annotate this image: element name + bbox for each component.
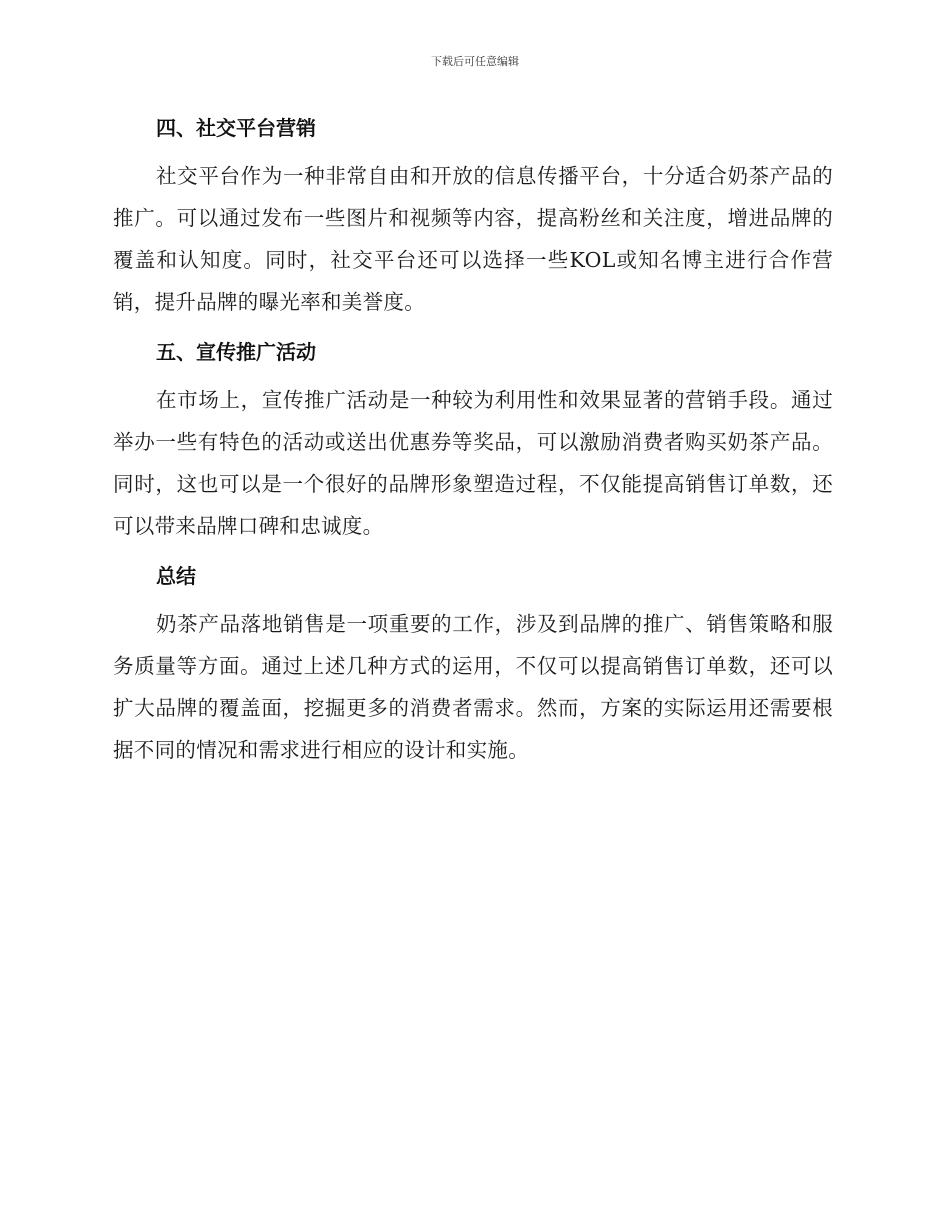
document-body	[113, 108, 833, 780]
section-summary	[113, 556, 833, 771]
section-social-marketing	[113, 108, 833, 323]
page-header-note: 下载后可任意编辑	[431, 55, 519, 68]
section-heading: 五、宣传推广活动	[156, 340, 316, 364]
section-promotion-activities	[113, 332, 833, 547]
section-paragraph: 奶茶产品落地销售是一项重要的工作，涉及到品牌的推广、销售策略和服务质量等方面。通过上述几种方式的运用，不仅可以提高销售订单数，还可以扩大品牌的覆盖面，挖掘更多的消费者需求。然而，方案的实际运用还需要根据不同的情况和需求进行相应的设计和实施。	[113, 612, 833, 762]
section-paragraph: 社交平台作为一种非常自由和开放的信息传播平台，十分适合奶茶产品的推广。可以通过发布一些图片和视频等内容，提高粉丝和关注度，增进品牌的覆盖和认知度。同时，社交平台还可以选择一些KOL或知名博主进行合作营销，提升品牌的曝光率和美誉度。	[113, 164, 833, 314]
section-heading: 四、社交平台营销	[156, 116, 316, 140]
section-paragraph: 在市场上，宣传推广活动是一种较为利用性和效果显著的营销手段。通过举办一些有特色的活动或送出优惠券等奖品，可以激励消费者购买奶茶产品。同时，这也可以是一个很好的品牌形象塑造过程，不仅能提高销售订单数，还可以带来品牌口碑和忠诚度。	[113, 388, 833, 538]
section-heading: 总结	[156, 564, 196, 588]
